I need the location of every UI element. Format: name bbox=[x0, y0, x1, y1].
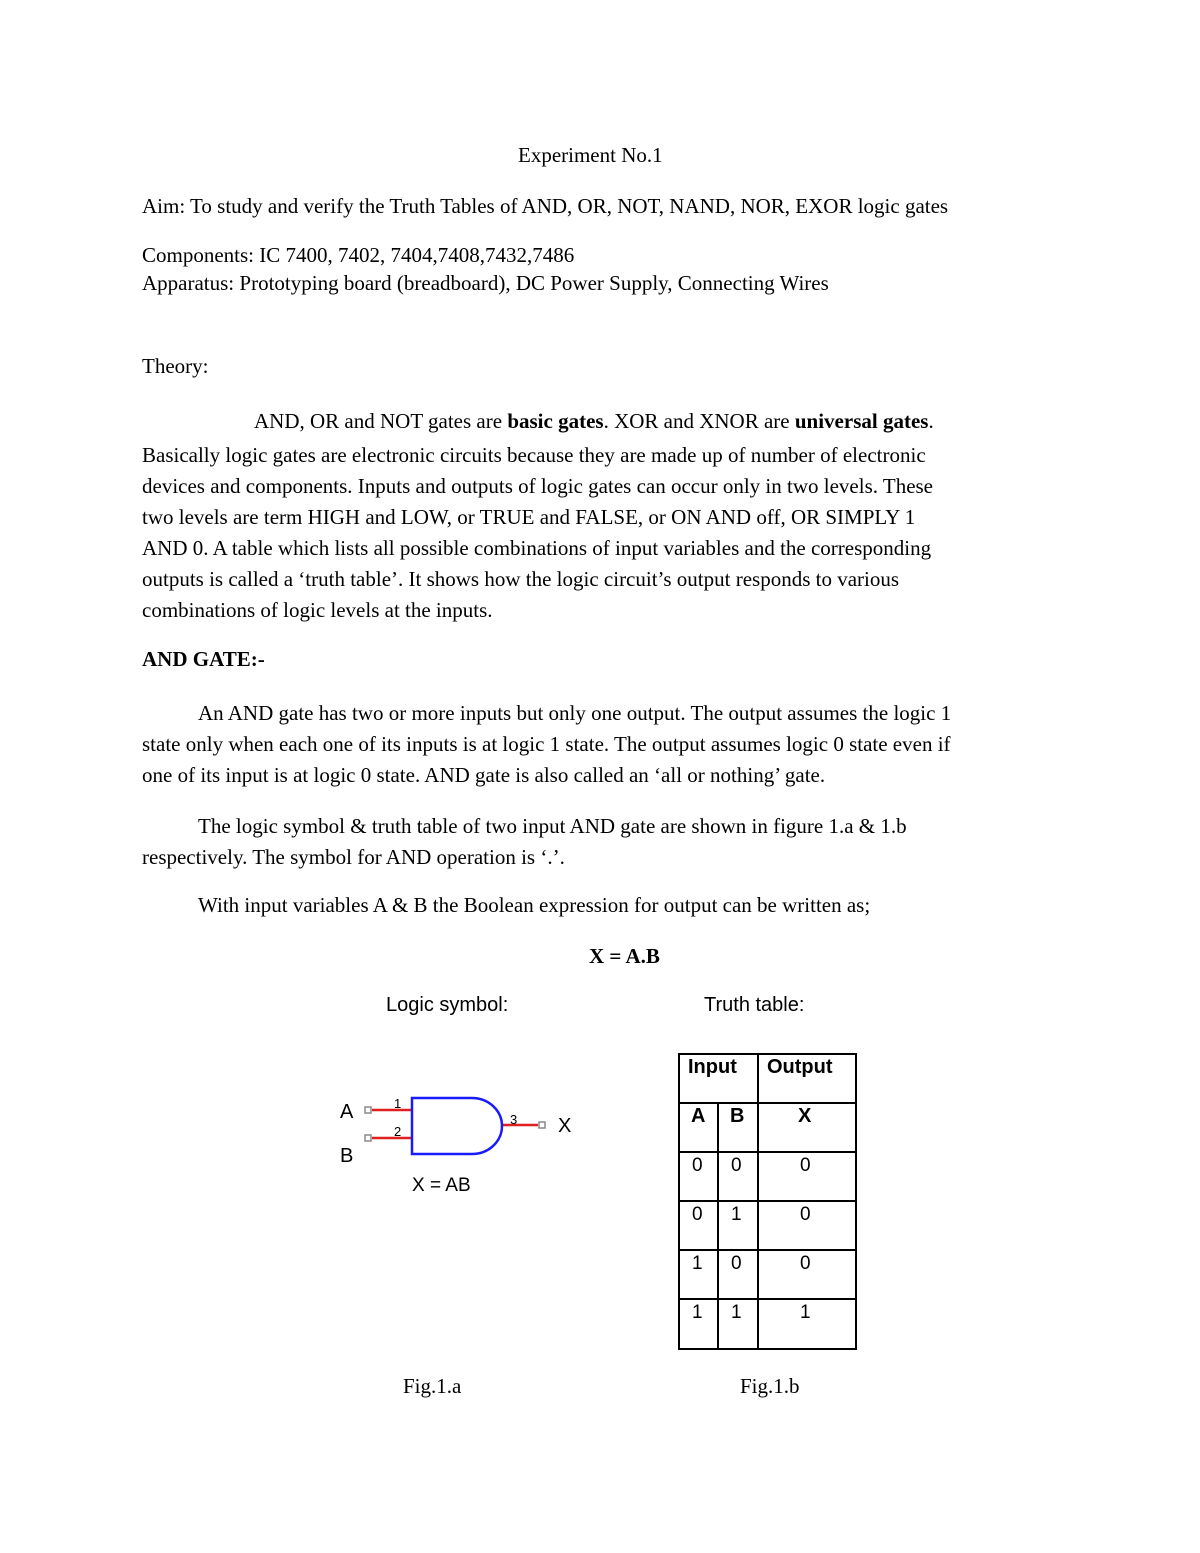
input-b-label: B bbox=[340, 1145, 354, 1167]
page-title: Experiment No.1 bbox=[518, 143, 663, 167]
table-cell: 0 bbox=[692, 1204, 703, 1225]
and-gate-body bbox=[412, 1098, 502, 1154]
table-cell: 0 bbox=[731, 1155, 742, 1176]
pin-1-label: 1 bbox=[394, 1096, 402, 1111]
header-input: Input bbox=[688, 1056, 737, 1078]
truth-table-grid bbox=[678, 1053, 858, 1351]
theory-line: Basically logic gates are electronic circuits because they are made up of number of electronic bbox=[142, 443, 926, 467]
and-gate-paragraph-3: With input variables A & B the Boolean expression for output can be written as; bbox=[198, 893, 871, 917]
table-cell: 0 bbox=[800, 1253, 811, 1274]
and-para1-line: one of its input is at logic 0 state. AND gate is also called an ‘all or nothing’ gate. bbox=[142, 763, 826, 787]
basic-gates-bold: basic gates bbox=[507, 409, 604, 433]
input-b-terminal bbox=[365, 1135, 371, 1141]
table-cell: 0 bbox=[692, 1155, 703, 1176]
boolean-expression: X = A.B bbox=[589, 944, 660, 968]
table-cell: 1 bbox=[731, 1204, 742, 1225]
column-x-header: X bbox=[798, 1105, 812, 1127]
components-text: Components: IC 7400, 7402, 7404,7408,7432,7486 bbox=[142, 243, 575, 267]
and-para1-line: An AND gate has two or more inputs but only one output. The output assumes the logic 1 bbox=[198, 701, 952, 725]
apparatus-text: Apparatus: Prototyping board (breadboard), DC Power Supply, Connecting Wires bbox=[142, 271, 829, 295]
figure-a-caption: Fig.1.a bbox=[403, 1374, 462, 1398]
logic-symbol-caption: Logic symbol: bbox=[386, 994, 509, 1016]
theory-text-2: . XOR and XNOR are bbox=[603, 409, 795, 433]
header-output: Output bbox=[767, 1056, 833, 1078]
pin-2-label: 2 bbox=[394, 1124, 402, 1139]
output-terminal bbox=[539, 1122, 545, 1128]
table-cell: 1 bbox=[692, 1253, 703, 1274]
theory-text-3: . bbox=[928, 409, 934, 433]
and-para2-line: The logic symbol & truth table of two input AND gate are shown in figure 1.a & 1.b bbox=[198, 814, 907, 838]
theory-heading: Theory: bbox=[142, 354, 209, 378]
and-para1-line: state only when each one of its inputs is at logic 1 state. The output assumes logic 0 state even if bbox=[142, 732, 951, 756]
theory-line: devices and components. Inputs and outputs of logic gates can occur only in two levels. These bbox=[142, 474, 934, 498]
table-cell: 1 bbox=[731, 1302, 742, 1323]
and-gate-symbol bbox=[330, 1080, 590, 1210]
truth-table bbox=[678, 1053, 858, 1349]
universal-gates-bold: universal gates bbox=[794, 409, 929, 433]
table-cell: 1 bbox=[800, 1302, 811, 1323]
output-x-label: X bbox=[558, 1115, 572, 1137]
theory-line: AND 0. A table which lists all possible combinations of input variables and the corresponding bbox=[142, 536, 932, 560]
figure-b-caption: Fig.1.b bbox=[740, 1374, 800, 1398]
table-cell: 0 bbox=[800, 1155, 811, 1176]
column-a-header: A bbox=[691, 1105, 706, 1127]
and-gate-paragraph-1 bbox=[142, 698, 1062, 791]
theory-line: combinations of logic levels at the inputs. bbox=[142, 598, 493, 622]
input-a-label: A bbox=[340, 1101, 354, 1123]
theory-paragraph bbox=[142, 440, 1062, 626]
input-a-terminal bbox=[365, 1107, 371, 1113]
table-cell: 0 bbox=[731, 1253, 742, 1274]
theory-first-line bbox=[254, 409, 934, 434]
table-cell: 0 bbox=[800, 1204, 811, 1225]
theory-line: outputs is called a ‘truth table’. It shows how the logic circuit’s output responds to various bbox=[142, 567, 900, 591]
pin-3-label: 3 bbox=[510, 1112, 518, 1127]
aim-text: Aim: To study and verify the Truth Tables of AND, OR, NOT, NAND, NOR, EXOR logic gates bbox=[142, 194, 949, 218]
theory-line: two levels are term HIGH and LOW, or TRUE and FALSE, or ON AND off, OR SIMPLY 1 bbox=[142, 505, 916, 529]
and-gate-paragraph-2 bbox=[142, 811, 1062, 873]
and-para2-line: respectively. The symbol for AND operation is ‘.’. bbox=[142, 845, 565, 869]
theory-text-1: AND, OR and NOT gates are bbox=[254, 409, 508, 433]
gate-expression-label: X = AB bbox=[412, 1175, 471, 1196]
truth-table-caption: Truth table: bbox=[704, 994, 805, 1016]
column-b-header: B bbox=[730, 1105, 745, 1127]
table-cell: 1 bbox=[692, 1302, 703, 1323]
and-gate-heading: AND GATE:- bbox=[142, 647, 265, 671]
